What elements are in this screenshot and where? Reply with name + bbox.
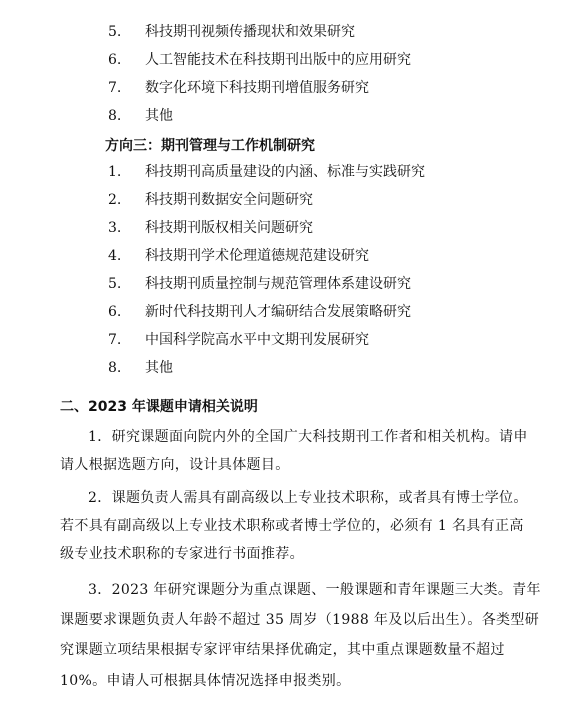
- paragraph-line: 3．2023 年研究课题分为重点课题、一般课题和青年课题三大类。青年: [88, 582, 541, 598]
- paragraph-line: 2．课题负责人需具有副高级以上专业技术职称，或者具有博士学位。: [88, 490, 528, 506]
- item-text: 科技期刊版权相关问题研究: [145, 220, 313, 236]
- item-text: 科技期刊视频传播现状和效果研究: [145, 24, 355, 40]
- item-text: 其他: [145, 108, 173, 124]
- item-text: 科技期刊高质量建设的内涵、标准与实践研究: [145, 164, 425, 180]
- item-text: 科技期刊学术伦理道德规范建设研究: [145, 248, 369, 264]
- item-text: 数字化环境下科技期刊增值服务研究: [145, 80, 369, 96]
- item-number: 1.: [108, 164, 122, 180]
- section-heading-2023: 二、2023 年课题申请相关说明: [60, 399, 258, 415]
- item-text: 人工智能技术在科技期刊出版中的应用研究: [145, 52, 411, 68]
- paragraph-line: 若不具有副高级以上专业技术职称或者博士学位的，必须有 1 名具有正高: [60, 518, 524, 534]
- item-number: 6.: [108, 52, 122, 68]
- item-number: 8.: [108, 360, 122, 376]
- item-number: 8.: [108, 108, 122, 124]
- item-text: 科技期刊质量控制与规范管理体系建设研究: [145, 276, 411, 292]
- item-text: 科技期刊数据安全问题研究: [145, 192, 313, 208]
- item-number: 6.: [108, 304, 122, 320]
- item-number: 2.: [108, 192, 122, 208]
- paragraph-line: 10%。申请人可根据具体情况选择申报类别。: [60, 673, 351, 689]
- item-number: 3.: [108, 220, 122, 236]
- paragraph-line: 级专业技术职称的专家进行书面推荐。: [60, 546, 304, 562]
- item-number: 5.: [108, 24, 122, 40]
- item-text: 中国科学院高水平中文期刊发展研究: [145, 332, 369, 348]
- paragraph-line: 究课题立项结果根据专家评审结果择优确定，其中重点课题数量不超过: [60, 642, 505, 658]
- item-text: 其他: [145, 360, 173, 376]
- item-number: 4.: [108, 248, 122, 264]
- section-heading-direction3: 方向三：期刊管理与工作机制研究: [105, 138, 315, 154]
- item-number: 7.: [108, 80, 122, 96]
- item-number: 7.: [108, 332, 122, 348]
- paragraph-line: 1．研究课题面向院内外的全国广大科技期刊工作者和相关机构。请申: [88, 429, 528, 445]
- paragraph-line: 请人根据选题方向，设计具体题目。: [60, 457, 290, 473]
- item-text: 新时代科技期刊人才编研结合发展策略研究: [145, 304, 411, 320]
- item-number: 5.: [108, 276, 122, 292]
- paragraph-line: 课题要求课题负责人年龄不超过 35 周岁（1988 年及以后出生）。各类型研: [60, 612, 540, 628]
